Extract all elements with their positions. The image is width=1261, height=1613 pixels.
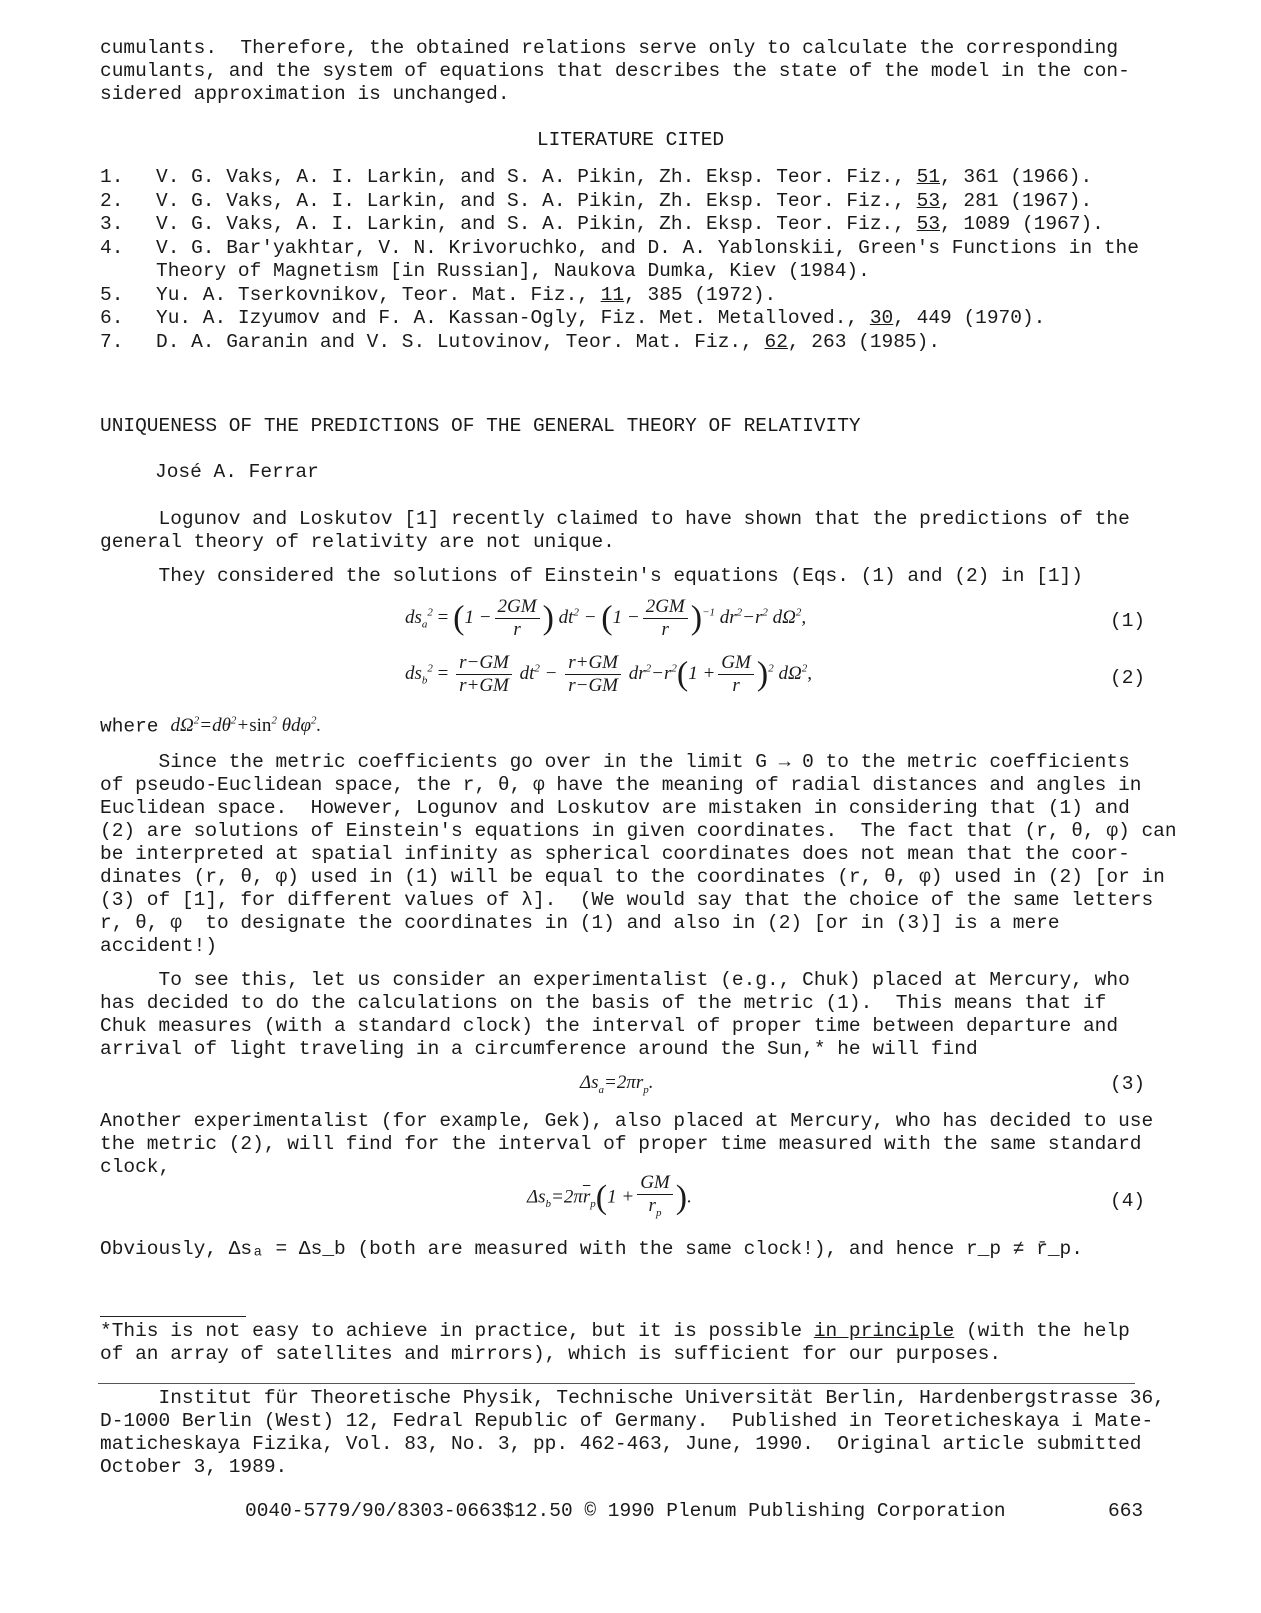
reference-volume: 30	[869, 307, 894, 329]
equation-2: $ds_b^2$ = $\frac{r-GM}{r+GM}$ $dt^2$ − $\frac{r+GM}{r-GM}$ $dr^2-r^2(1$ + $\frac{GM}{r}$ )$^2$ $d\Omega^2$,	[405, 652, 812, 696]
reference-text	[156, 166, 1092, 190]
reference-number: 2.	[100, 189, 124, 212]
reference-item	[100, 260, 1150, 284]
p4-line: Chuk measures (with a standard clock) the interval of proper time between departure and	[100, 1015, 1119, 1037]
reference-volume: 51	[916, 166, 941, 188]
reference-pages-year: , 263 (1985).	[787, 330, 941, 353]
reference-pages-year: , 361 (1966).	[940, 166, 1093, 188]
footnote-line-1	[100, 1320, 1150, 1344]
reference-pages-year: , 449 (1970).	[893, 307, 1046, 329]
reference-citation: Yu. A. Izyumov and F. A. Kassan-Ogly, Fiz. Met. Metalloved.,	[156, 307, 870, 329]
paragraph-1-line-2: general theory of relativity are not unique.	[100, 531, 615, 553]
p4-line: has decided to do the calculations on the basis of the metric (1). This means that if	[100, 992, 1107, 1014]
reference-citation: V. G. Vaks, A. I. Larkin, and S. A. Pikin, Zh. Eksp. Teor. Fiz.,	[156, 166, 917, 188]
paragraph-1-line-1: Logunov and Loskutov [1] recently claimed to have shown that the predictions of the	[100, 508, 1130, 530]
reference-citation: Theory of Magnetism [in Russian], Naukova Dumka, Kiev (1984).	[156, 260, 870, 282]
reference-item	[100, 307, 1150, 331]
equation-1: $ds_a^2 = (1$ − $\frac{2GM}{r}$ ) $dt^2 - (1$ − $\frac{2GM}{r}$ )$^{-1}$ $dr^2-r^2$ $d\Omega^2$,	[405, 596, 807, 640]
reference-volume: 53	[916, 213, 941, 235]
where-line	[100, 715, 321, 739]
equation-3-number: (3)	[1110, 1073, 1146, 1095]
p3-line: of pseudo-Euclidean space, the r, θ, φ have the meaning of radial distances and angles in	[100, 774, 1142, 796]
reference-volume: 11	[600, 283, 625, 306]
affiliation-rule	[98, 1383, 1135, 1384]
reference-text	[156, 331, 940, 355]
equation-4-number: (4)	[1110, 1190, 1146, 1212]
reference-number: 5.	[100, 283, 124, 306]
article-title: UNIQUENESS OF THE PREDICTIONS OF THE GENERAL THEORY OF RELATIVITY	[100, 415, 861, 437]
affil-line: Institut für Theoretische Physik, Technische Universität Berlin, Hardenbergstrasse 36,	[100, 1387, 1165, 1409]
p5-line: clock,	[100, 1156, 171, 1178]
equation-4: $\Delta s_b=2\pi\overline{r}_p(1$ + $\frac{GM}{\overline{r}_p}$ ).	[527, 1172, 692, 1219]
reference-text	[156, 213, 1104, 237]
p3-line: dinates (r, θ, φ) used in (1) will be equal to the coordinates (r, θ, φ) used in (2) [or in	[100, 866, 1165, 888]
where-label: where	[100, 715, 159, 738]
footer-code: 0040-5779/90/8303-0663$12.50 © 1990 Plenum Publishing Corporation	[245, 1500, 1006, 1522]
p3-line: r, θ, φ to designate the coordinates in (1) and also in (2) [or in (3)] is a mere	[100, 912, 1060, 934]
affil-line: October 3, 1989.	[100, 1456, 288, 1478]
footnote-rule	[100, 1316, 246, 1317]
reference-number: 7.	[100, 330, 124, 353]
reference-pages-year: , 1089 (1967).	[940, 213, 1104, 235]
p3-line: Euclidean space. However, Logunov and Loskutov are mistaken in considering that (1) and	[100, 797, 1130, 819]
reference-volume: 62	[764, 330, 788, 353]
reference-pages-year: , 385 (1972).	[624, 283, 777, 306]
reference-item	[100, 190, 1150, 214]
intro-line-3: sidered approximation is unchanged.	[100, 83, 510, 105]
p4-line: To see this, let us consider an experimentalist (e.g., Chuk) placed at Mercury, who	[100, 969, 1130, 991]
reference-pages-year: , 281 (1967).	[940, 189, 1093, 212]
footnote-line-2: of an array of satellites and mirrors), which is sufficient for our purposes.	[100, 1343, 1002, 1365]
affil-line: maticheskaya Fizika, Vol. 83, No. 3, pp. 462-463, June, 1990. Original article submitted	[100, 1433, 1142, 1455]
reference-citation: V. G. Bar'yakhtar, V. N. Krivoruchko, and D. A. Yablonskii, Green's Functions in the	[156, 236, 1139, 259]
intro-line-1: cumulants. Therefore, the obtained relations serve only to calculate the corresponding	[100, 37, 1119, 59]
footnote-text-end: (with the help	[954, 1320, 1130, 1342]
reference-text	[156, 237, 1139, 261]
reference-item	[100, 237, 1150, 261]
reference-item	[100, 213, 1150, 237]
reference-number: 1.	[100, 166, 124, 188]
reference-item	[100, 166, 1150, 190]
reference-text	[156, 190, 1092, 214]
footnote-emphasis: in principle	[813, 1320, 955, 1342]
reference-citation: V. G. Vaks, A. I. Larkin, and S. A. Pikin, Zh. Eksp. Teor. Fiz.,	[156, 213, 917, 235]
reference-item	[100, 284, 1150, 308]
intro-line-2: cumulants, and the system of equations that describes the state of the model in the con-	[100, 60, 1130, 82]
reference-text	[156, 307, 1045, 331]
reference-list	[100, 166, 1150, 354]
literature-heading: LITERATURE CITED	[536, 129, 725, 151]
paragraph-6: Obviously, Δsₐ = Δs_b (both are measured with the same clock!), and hence r_p ≠ r̄_p.	[100, 1238, 1083, 1260]
affil-line: D-1000 Berlin (West) 12, Fedral Republic of Germany. Published in Teoreticheskaya i Mate-	[100, 1410, 1154, 1432]
equation-3: $\Delta s_a=2\pi r_p$.	[580, 1072, 654, 1096]
reference-citation: V. G. Vaks, A. I. Larkin, and S. A. Pikin, Zh. Eksp. Teor. Fiz.,	[156, 189, 917, 212]
paragraph-2: They considered the solutions of Einstein's equations (Eqs. (1) and (2) in [1])	[100, 565, 1083, 587]
p3-line: be interpreted at spatial infinity as spherical coordinates does not mean that the coor-	[100, 843, 1130, 865]
reference-number: 4.	[100, 236, 124, 259]
p3-line: (2) are solutions of Einstein's equations in given coordinates. The fact that (r, θ, φ) can	[100, 820, 1177, 842]
reference-citation: Yu. A. Tserkovnikov, Teor. Mat. Fiz.,	[156, 283, 601, 306]
reference-citation: D. A. Garanin and V. S. Lutovinov, Teor. Mat. Fiz.,	[156, 330, 765, 353]
footnote-text: *This is not easy to achieve in practice, but it is possible	[100, 1320, 814, 1342]
reference-text	[156, 284, 776, 308]
reference-text	[156, 260, 870, 284]
p3-line: Since the metric coefficients go over in the limit G → 0 to the metric coefficients	[100, 751, 1130, 773]
reference-number	[100, 260, 156, 284]
dOmega-definition: $d\Omega^2=d\theta^2+\sin^2$ θdφ$^2$.	[170, 715, 322, 737]
page-number: 663	[1108, 1500, 1144, 1522]
p5-line: Another experimentalist (for example, Gek), also placed at Mercury, who has decided to use	[100, 1110, 1154, 1132]
p5-line: the metric (2), will find for the interval of proper time measured with the same standard	[100, 1133, 1142, 1155]
equation-1-number: (1)	[1110, 610, 1146, 632]
p4-line: arrival of light traveling in a circumference around the Sun,* he will find	[100, 1038, 978, 1060]
equation-2-number: (2)	[1110, 667, 1146, 689]
reference-item	[100, 331, 1150, 355]
reference-number: 3.	[100, 213, 124, 235]
p3-line: (3) of [1], for different values of λ]. (We would say that the choice of the same letters	[100, 889, 1154, 911]
reference-number: 6.	[100, 307, 124, 329]
reference-volume: 53	[916, 189, 941, 212]
p3-line: accident!)	[100, 935, 218, 957]
article-author: José A. Ferrar	[155, 461, 319, 483]
